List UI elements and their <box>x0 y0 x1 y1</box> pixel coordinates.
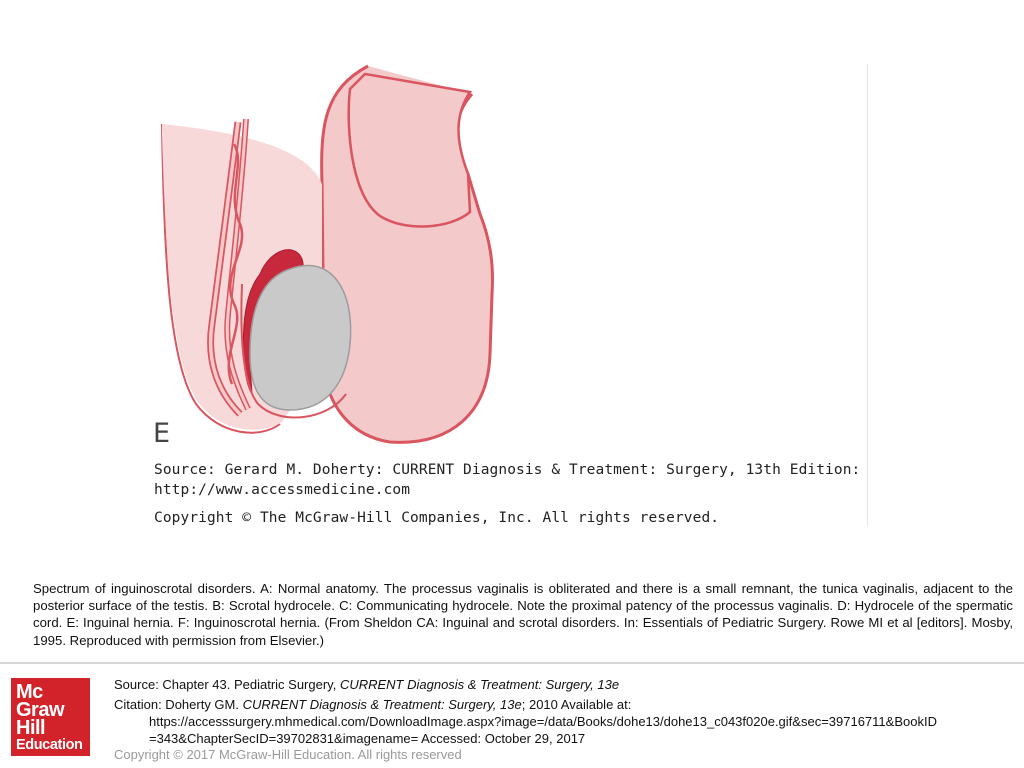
footer-divider <box>0 662 1024 664</box>
citation-suffix: ; 2010 Available at: <box>521 697 632 712</box>
citation-url[interactable]: https://accesssurgery.mhmedical.com/DownloadImage.aspx?image=/data/Books/dohe13/dohe13_c043f020e.gif&sec=39716711&BookID <box>149 714 937 729</box>
inguinal-hernia-illustration <box>150 64 870 526</box>
footer-citation <box>114 696 631 713</box>
panel-letter: E <box>153 418 171 449</box>
footer-source <box>114 676 619 693</box>
logo-text: Graw <box>16 699 65 721</box>
citation-prefix: Citation: Doherty GM <box>114 697 236 712</box>
anatomy-figure <box>150 64 870 526</box>
logo-text: Hill <box>16 717 46 739</box>
citation-separator: . <box>235 697 243 712</box>
figure-right-border <box>867 64 868 526</box>
figure-caption: Spectrum of inguinoscrotal disorders. A: Normal anatomy. The processus vaginalis is obliterated and there is a small remnant, the tunica vaginalis, adjacent to the posterior surface of the testis. B: Scrotal hydrocele. C: Communicating hydrocele. Note the proximal patency of the processus vaginalis. D: Hydrocele of the spermatic cord. E: Inguinal hernia. F: Inguinoscrotal hernia. (From Sheldon CA: Inguinal and scrotal disorders. In: Essentials of Pediatric Surgery. Rowe MI et al [editors]. Mosby, 1995. Reproduced with permission from Elsevier.) <box>33 581 1013 648</box>
logo-text: Education <box>16 737 83 753</box>
citation-title: CURRENT Diagnosis & Treatment: Surgery, 13e <box>242 697 522 712</box>
mcgraw-hill-logo <box>11 678 90 756</box>
figure-copyright-line: Copyright © The McGraw-Hill Companies, Inc. All rights reserved. <box>154 510 720 526</box>
citation-url-continued: =343&ChapterSecID=39702831&imagename= Accessed: October 29, 2017 <box>149 731 586 746</box>
testis <box>250 266 351 410</box>
figure-url-line: http://www.accessmedicine.com <box>154 482 411 498</box>
footer-copyright: Copyright © 2017 McGraw-Hill Education. All rights reserved <box>114 747 462 762</box>
logo-text: Mc <box>16 681 43 703</box>
footer-source-title: CURRENT Diagnosis & Treatment: Surgery, 13e <box>339 677 620 692</box>
figure-source-line: Source: Gerard M. Doherty: CURRENT Diagnosis & Treatment: Surgery, 13th Edition: <box>154 462 861 478</box>
footer-source-prefix: Source: Chapter 43. Pediatric Surgery, <box>114 677 340 692</box>
